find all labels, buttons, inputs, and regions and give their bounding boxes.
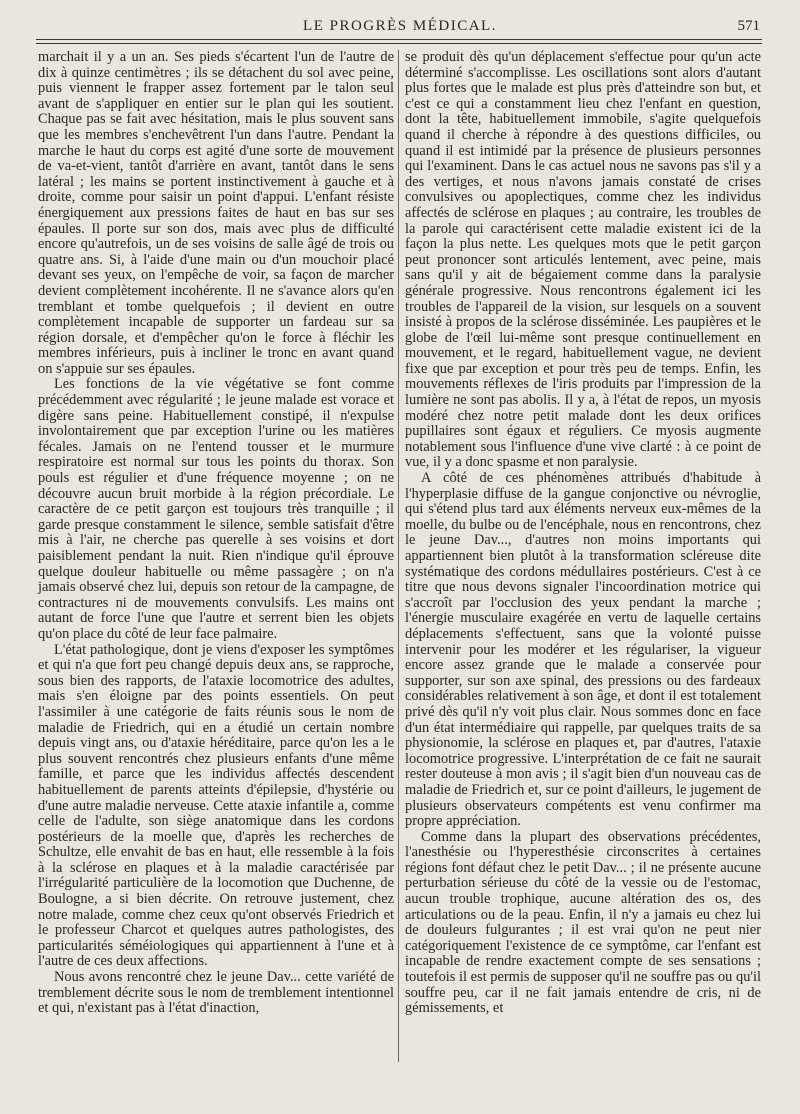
- page-number: 571: [737, 18, 760, 34]
- paragraph: L'état pathologique, dont je viens d'exposer les symptômes et qui n'a que fort peu changé depuis deux ans, se rapproche, sous bien des rapports, de l'ataxie locomotrice des adultes, mais s'en éloigne par des points essentiels. On peut l'assimiler à une catégorie de faits réunis sous le nom de maladie de Friedrich, qui en a étudié un certain nombre depuis vingt ans, ou d'ataxie héréditaire, parce qu'on les a le plus souvent rencontrés chez plusieurs enfants d'une même famille, et parce que les individus affectés descendent habituellement de parents atteints d'épilepsie, d'hystérie ou d'une autre maladie nerveuse. Cette ataxie infantile a, comme celle de l'adulte, son siège anatomique dans les cordons postérieurs de la moelle que, d'après les recherches de Schultze, elle envahit de bas en haut, elle ressemble à la fois à la sclérose en plaques et à la maladie caractérisée par l'irrégularité particulière de la locomotion que Duchenne, de Boulogne, a si bien décrite. On retrouve justement, chez notre malade, comme chez ceux qu'ont observés Friedrich et le professeur Charcot et quelques autres pathologistes, des particularités séméiologiques qui appartiennent à l'une et à l'autre de ces deux affections.: [38, 641, 394, 970]
- paragraph: se produit dès qu'un déplacement s'effectue pour qu'un acte déterminé s'accomplisse. Les oscillations sont alors d'autant plus fortes que le malade est plus près d'atteindre son but, et c'est ce qui a constamment lieu chez l'enfant en question, dont la tête, habituellement immobile, s'agite quelquefois quand il cherche à répondre à des questions difficiles, ou quand il est intimidé par la présence de plusieurs personnes qui l'examinent. Dans le cas actuel nous ne savons pas s'il y a des vertiges, et nous n'avons jamais constaté de crises convulsives ou apoplectiques, comme chez les individus affectés de sclérose en plaques ; au contraire, les troubles de la parole qui caractérisent cette maladie existent ici de la façon la plus nette. Les quelques mots que le petit garçon peut prononcer sont articulés lentement, avec peine, mais sans qu'il y ait de bégaiement comme dans la paralysie générale progressive. Nous rencontrons également ici les troubles de l'appareil de la vision, sur lesquels on a souvent insisté à propos de la sclérose disséminée. Les paupières et le globe de l'œil lui-même sont presque continuellement en mouvement, et le regard, habituellement vague, ne devient fixe que par exception et pour très peu de temps. Enfin, les mouvements réflexes de l'iris produits par l'impression de la lumière ne sont pas abolis. Il y a, à l'état de repos, un myosis modéré chez notre petit malade dont les deux orifices pupillaires sont égaux et réguliers. Ce myosis augmente notablement sous l'influence d'une vive clarté : à ce point de vue, il y a donc spasme et non paralysie.: [405, 49, 761, 471]
- paragraph: marchait il y a un an. Ses pieds s'écartent l'un de l'autre de dix à quinze centimètres ; ils se détachent du sol avec peine, puis viennent le frapper assez fortement par le talon seul avant de s'appliquer en entier sur le plan qui les soutient. Chaque pas se fait avec hésitation, mais le plus souvent sans que les membres s'enchevêtrent l'un dans l'autre. Pendant la marche le haut du corps est agité d'une sorte de mouvement de va-et-vient, tantôt d'arrière en avant, tantôt dans le sens latéral ; les mains se portent instinctivement à gauche et à droite, comme pour saisir un point d'appui. L'enfant résiste énergiquement aux pressions faites de haut en bas sur ses épaules. Il porte sur son dos, mais avec plus de difficulté encore qu'autrefois, un de ses voisins de salle âgé de trois ou quatre ans. Si, à l'aide d'une main ou d'un mouchoir placé devant ses yeux, on l'empêche de voir, sa façon de marcher devient complètement incohérente. Il ne s'avance alors qu'en tremblant et tombe quelquefois ; il devient en outre complètement incapable de supporter un fardeau sur sa région dorsale, et d'empêcher qu'on le force à fléchir les membres inférieurs, puis à incliner le tronc en avant quand on s'appuie sur ses épaules.: [38, 49, 394, 377]
- left-column: [38, 50, 394, 1017]
- paragraph: Comme dans la plupart des observations précédentes, l'anesthésie ou l'hyperesthésie circonscrites à certaines régions font défaut chez le petit Dav... ; il ne présente aucune perturbation sérieuse du côté de la vessie ou de l'estomac, aucun trouble trophique, aucune altération des os, des articulations ou de la peau. Enfin, il n'y a jamais eu chez lui de douleurs fulgurantes ; il est vrai qu'on ne peut nier catégoriquement l'existence de ce symptôme, car l'enfant est incapable de rendre exactement compte de ses sensations ; toutefois il est permis de supposer qu'il ne souffre pas ou qu'il souffre peu, car il ne fait jamais entendre de cris, ni de gémissements, et: [405, 828, 761, 1017]
- column-divider: [398, 50, 399, 1062]
- header-rule-thin: [36, 43, 762, 44]
- running-title: LE PROGRÈS MÉDICAL.: [303, 18, 497, 34]
- right-column: [405, 50, 761, 1017]
- paragraph: Les fonctions de la vie végétative se font comme précédemment avec régularité ; le jeune malade est vorace et digère sans peine. Habituellement constipé, il n'expulse involontairement que par exception l'urine ou les matières fécales. Jamais on ne l'entend tousser et le murmure respiratoire est normal sur tous les points du thorax. Son pouls est régulier et d'une fréquence moyenne ; on ne découvre aucun bruit morbide à la région précordiale. Le caractère de ce petit garçon est toujours très tranquille ; il garde presque constamment le silence, semble satisfait d'être mis à l'air, ne cherche pas querelle à ses voisins et dort paisiblement pendant la nuit. Rien n'indique qu'il éprouve quelque douleur habituelle ou même passagère ; on n'a jamais observé chez lui, depuis son retour de la campagne, de contractures ni de mouvements convulsifs. Les mains ont autant de force l'une que l'autre et serrent bien les objets qu'on place du côté de leur face palmaire.: [38, 376, 394, 642]
- paragraph: Nous avons rencontré chez le jeune Dav... cette variété de tremblement décrite sous le nom de tremblement intentionnel et qui, n'existant pas à l'état d'inaction,: [38, 969, 394, 1017]
- paragraph: A côté de ces phénomènes attribués d'habitude à l'hyperplasie diffuse de la gangue conjonctive ou névroglie, qui s'étend plus tard aux éléments nerveux eux-mêmes de la moelle, du bulbe ou de l'encéphale, nous en rencontrons, chez le jeune Dav..., d'autres non moins importants qui appartiennent bien plutôt à la transformation scléreuse dite systématique des cordons médullaires postérieurs. C'est à ce titre que nous devons signaler l'incoordination motrice qui s'accroît par l'occlusion des yeux pendant la marche ; l'énergie musculaire exagérée en vertu de laquelle certains déplacements s'effectuent, sans que la volonté puisse intervenir pour les modérer et les régulariser, la vigueur encore assez grande que le malade a conservée pour supporter, sur son axe spinal, des pressions ou des fardeaux considérables relativement à son âge, et dont il est totalement privé dès qu'il n'y voit plus clair. Nous sommes donc en face d'un état intermédiaire qui rappelle, par quelques traits de sa physionomie, la sclérose en plaques et, par d'autres, l'ataxie locomotrice progressive. L'interprétation de ce fait ne saurait rester douteuse à mon avis ; il s'agit bien d'un nouveau cas de maladie de Friedrich et, sur ce point d'ailleurs, le jugement de plusieurs observateurs compétents est venu confirmer ma propre appréciation.: [405, 470, 761, 830]
- header-rule: [36, 39, 762, 40]
